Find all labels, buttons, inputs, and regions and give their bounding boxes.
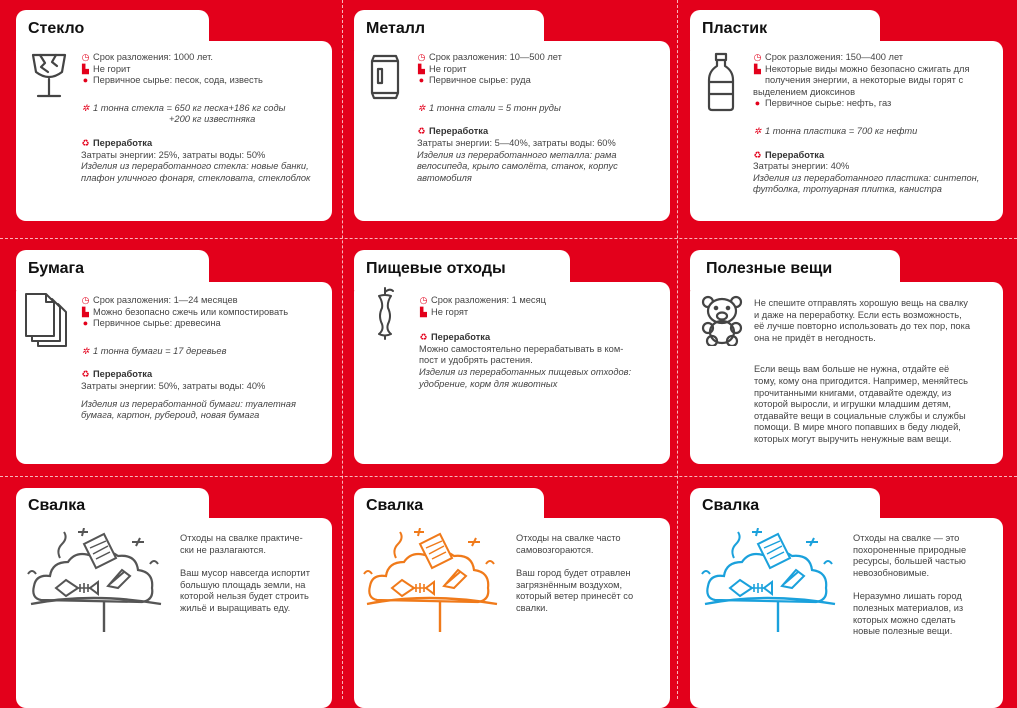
products-line: Изделия из переработанного стекла: новые банки, bbox=[81, 161, 309, 172]
gears-icon: ✲ bbox=[417, 102, 426, 113]
info-icon: ● bbox=[82, 318, 89, 329]
landfill-icon bbox=[26, 528, 166, 634]
burn-line: ▙ Не горит bbox=[82, 63, 131, 74]
teddy-bear-icon bbox=[699, 294, 745, 346]
energy-line: Затраты энергии: 5—40%, затраты воды: 60% bbox=[417, 137, 616, 148]
raw-material-line: ● Первичное сырье: руда bbox=[418, 75, 531, 86]
recycling-heading: ♻ Переработка bbox=[417, 126, 489, 137]
ratio-line: ✲ 1 тонна стали = 5 тонн руды bbox=[417, 102, 561, 113]
raw-material-line: ● Первичное сырье: нефть, газ bbox=[754, 98, 892, 109]
cut-line bbox=[0, 476, 1017, 477]
clock-icon: ◷ bbox=[417, 52, 426, 62]
card-title: Металл bbox=[366, 20, 426, 37]
gears-icon: ✲ bbox=[81, 102, 90, 113]
decomposition-line: ◷ Срок разложения: 1—24 месяцев bbox=[81, 295, 238, 305]
ratio-line: ✲ 1 тонна стекла = 650 кг песка+186 кг соды bbox=[81, 102, 286, 113]
description-line: Можно самостоятельно перерабатывать в ком- bbox=[419, 343, 624, 354]
factory-icon: ▙ bbox=[82, 63, 89, 74]
factory-icon: ▙ bbox=[754, 63, 761, 74]
cut-line bbox=[342, 0, 343, 699]
paper-icon bbox=[24, 292, 70, 348]
landfill-icon bbox=[700, 528, 840, 634]
factory-icon: ▙ bbox=[82, 306, 89, 317]
burn-line: ▙ Некоторые виды можно безопасно сжигать для bbox=[754, 63, 970, 74]
raw-material-line: ● Первичное сырье: древесина bbox=[82, 318, 221, 329]
card-title: Бумага bbox=[28, 260, 85, 277]
ratio-line: ✲ 1 тонна пластика = 700 кг нефти bbox=[753, 125, 918, 136]
burn-line: ▙ Не горят bbox=[420, 306, 469, 317]
products-line: Изделия из переработанных пищевых отходов: bbox=[419, 366, 632, 377]
useful-text: Не спешите отправлять хорошую вещь на свалку и даже на переработку. Если есть возможность, её лучше повторно использовать до тех пор, пока она не придёт в негодность. Если вещь вам больше не нужна, отдайте её тому, кому она пригодится. Например, меняйтесь прочитанными книгами, отдавайте одежду, из которой выросли, и игрушки младшим детям, отдавайте вещи в социальные службы и службы помощи. В мире много попавших в беду людей, которых могут выручить ненужные вам вещи. bbox=[754, 298, 971, 444]
recycle-icon: ♻ bbox=[419, 332, 428, 343]
decomposition-line: ◷ Срок разложения: 10—500 лет bbox=[417, 52, 562, 62]
factory-icon: ▙ bbox=[418, 63, 425, 74]
clock-icon: ◷ bbox=[753, 52, 762, 62]
recycling-heading: ♻ Переработка bbox=[81, 137, 153, 148]
card-title: Свалка bbox=[28, 497, 86, 514]
info-icon: ● bbox=[418, 75, 425, 86]
card-title: Стекло bbox=[28, 20, 85, 37]
landfill-icon bbox=[362, 528, 502, 634]
card-title: Полезные вещи bbox=[706, 260, 833, 277]
energy-line: Затраты энергии: 25%, затраты воды: 50% bbox=[81, 149, 266, 160]
clock-icon: ◷ bbox=[419, 295, 428, 305]
clock-icon: ◷ bbox=[81, 52, 90, 62]
recycle-icon: ♻ bbox=[81, 137, 90, 148]
recycle-icon: ♻ bbox=[81, 369, 90, 380]
cut-line bbox=[677, 0, 678, 699]
bottle-icon bbox=[706, 52, 736, 112]
landfill-text: Отходы на свалке практиче- ски не разлагаются. Ваш мусор навсегда испортит большую площадь земли, на которой нельзя будет строить жильё и выращивать еду. bbox=[180, 533, 310, 613]
can-icon bbox=[369, 52, 401, 100]
landfill-text: Отходы на свалке — это похороненные природные ресурсы, большей частью невозобновимые. Неразумно лишать город полезных материалов, из которых можно сделать новые полезные вещи. bbox=[853, 533, 967, 637]
gears-icon: ✲ bbox=[753, 125, 762, 136]
clock-icon: ◷ bbox=[81, 295, 90, 305]
burn-line: ▙ Можно безопасно сжечь или компостировать bbox=[82, 306, 289, 317]
gears-icon: ✲ bbox=[81, 345, 90, 356]
energy-line: Затраты энергии: 50%, затраты воды: 40% bbox=[81, 380, 266, 391]
factory-icon: ▙ bbox=[420, 306, 427, 317]
products-line: Изделия из переработанной бумаги: туалетная bbox=[81, 398, 296, 409]
products-line: Изделия из переработанного пластика: синтепон, bbox=[753, 172, 980, 183]
info-icon: ● bbox=[754, 98, 761, 109]
card-title: Свалка bbox=[366, 497, 424, 514]
apple-core-icon bbox=[373, 286, 397, 340]
recycling-heading: ♻ Переработка bbox=[81, 369, 153, 380]
energy-line: Затраты энергии: 40% bbox=[753, 161, 850, 172]
cut-line bbox=[0, 238, 1017, 239]
landfill-text: Отходы на свалке часто самовозгораются. Ваш город будет отравлен загрязнённым воздухом, который ветер принесёт со свалки. bbox=[516, 533, 634, 613]
decomposition-line: ◷ Срок разложения: 1 месяц bbox=[419, 295, 546, 305]
card-title: Пластик bbox=[702, 20, 768, 37]
card-title: Свалка bbox=[702, 497, 760, 514]
decomposition-line: ◷ Срок разложения: 1000 лет. bbox=[81, 52, 213, 62]
info-icon: ● bbox=[82, 75, 89, 86]
burn-line: ▙ Не горит bbox=[418, 63, 467, 74]
raw-material-line: ● Первичное сырье: песок, сода, известь bbox=[82, 75, 263, 86]
ratio-line: ✲ 1 тонна бумаги = 17 деревьев bbox=[81, 345, 227, 356]
recycle-icon: ♻ bbox=[417, 126, 426, 137]
recycling-heading: ♻ Переработка bbox=[419, 332, 491, 343]
decomposition-line: ◷ Срок разложения: 150—400 лет bbox=[753, 52, 904, 62]
products-line: Изделия из переработанного металла: рама bbox=[417, 149, 617, 160]
recycling-heading: ♻ Переработка bbox=[753, 149, 825, 160]
card-title: Пищевые отходы bbox=[366, 260, 506, 277]
broken-glass-icon bbox=[28, 52, 70, 100]
recycle-icon: ♻ bbox=[753, 149, 762, 160]
